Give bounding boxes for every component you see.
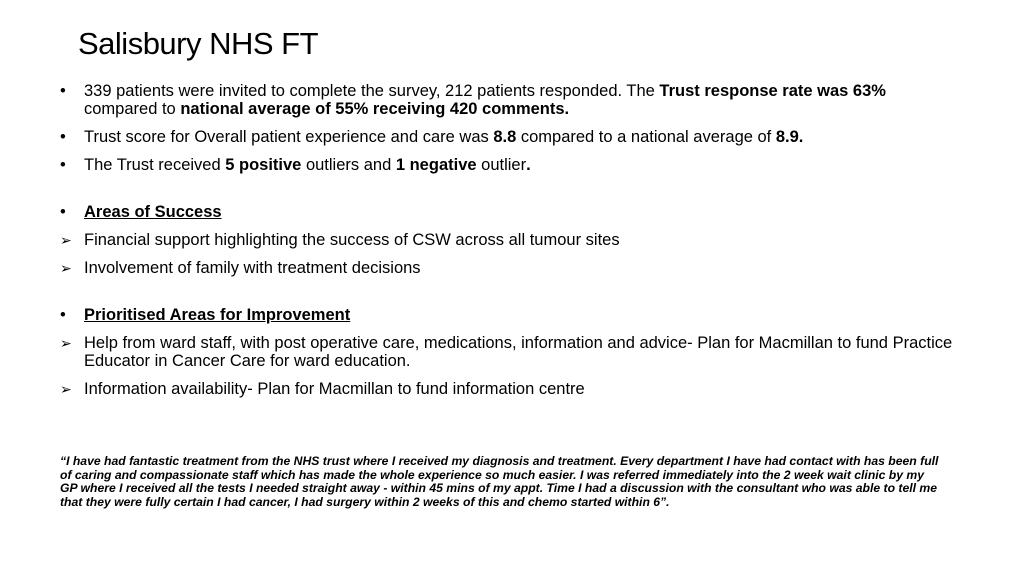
bullet-icon: • <box>60 306 66 324</box>
text-run: outliers and <box>301 156 396 174</box>
stat-text <box>84 128 803 146</box>
bold-run: 8.9. <box>775 128 804 146</box>
text-run: compared to a national average of <box>516 128 776 146</box>
stat-item-outliers <box>60 156 960 174</box>
improvement-item <box>60 334 960 370</box>
arrow-bullet-icon: ➢ <box>60 381 72 397</box>
success-item <box>60 259 960 277</box>
patient-quote: “I have had fantastic treatment from the NHS trust where I received my diagnosis and treatment. Every department I have had contact with has been full of caring and compassionate staff which has made the whole experience so much easier. I was referred immediately into the 2 week wait clinic by my GP where I received all the tests I needed straight away - within 45 mins of my appt. Time I had a discussion with the consultant who was able to tell me that they were fully certain I had cancer, I had surgery within 2 weeks of this and chemo started within 6”. <box>60 454 939 509</box>
improvement-heading: Prioritised Areas for Improvement <box>84 306 351 324</box>
spacer <box>60 287 960 306</box>
stat-item-overall-score <box>60 128 960 146</box>
bullet-icon: • <box>60 82 66 100</box>
improvement-item-text: Information availability- Plan for Macmillan to fund information centre <box>84 380 585 398</box>
bold-run: Trust response rate was 63% <box>659 82 886 100</box>
success-heading-item <box>60 203 960 221</box>
bold-run: 5 positive <box>225 156 302 174</box>
bold-run: . <box>526 156 531 174</box>
bullet-icon: • <box>60 156 66 174</box>
slide-body <box>60 82 960 408</box>
arrow-bullet-icon: ➢ <box>60 232 72 248</box>
bullet-icon: • <box>60 203 66 221</box>
arrow-bullet-icon: ➢ <box>60 335 72 351</box>
stat-item-response-rate <box>60 82 960 118</box>
stat-text <box>84 156 531 174</box>
bullet-icon: • <box>60 128 66 146</box>
text-run: compared to <box>84 100 181 118</box>
success-item-text: Financial support highlighting the success of CSW across all tumour sites <box>84 231 620 249</box>
success-item <box>60 231 960 249</box>
success-item-text: Involvement of family with treatment decisions <box>84 259 421 277</box>
text-run: Trust score for Overall patient experience and care was <box>84 128 494 146</box>
arrow-bullet-icon: ➢ <box>60 260 72 276</box>
improvement-heading-item <box>60 306 960 324</box>
text-run: outlier <box>476 156 527 174</box>
text-run: The Trust received <box>84 156 226 174</box>
text-run: 339 patients were invited to complete the survey, 212 patients responded. The <box>84 82 660 100</box>
spacer <box>60 184 960 203</box>
improvement-item-text: Help from ward staff, with post operative care, medications, information and advice- Plan for Macmillan to fund Practice Educator in Cancer Care for ward education. <box>84 334 953 370</box>
success-heading: Areas of Success <box>84 203 222 221</box>
page-title: Salisbury NHS FT <box>78 26 319 61</box>
bold-run: national average of 55% receiving 420 comments. <box>180 100 570 118</box>
bold-run: 8.8 <box>493 128 517 146</box>
stat-text <box>84 82 960 118</box>
bold-run: 1 negative <box>395 156 477 174</box>
improvement-item <box>60 380 960 398</box>
